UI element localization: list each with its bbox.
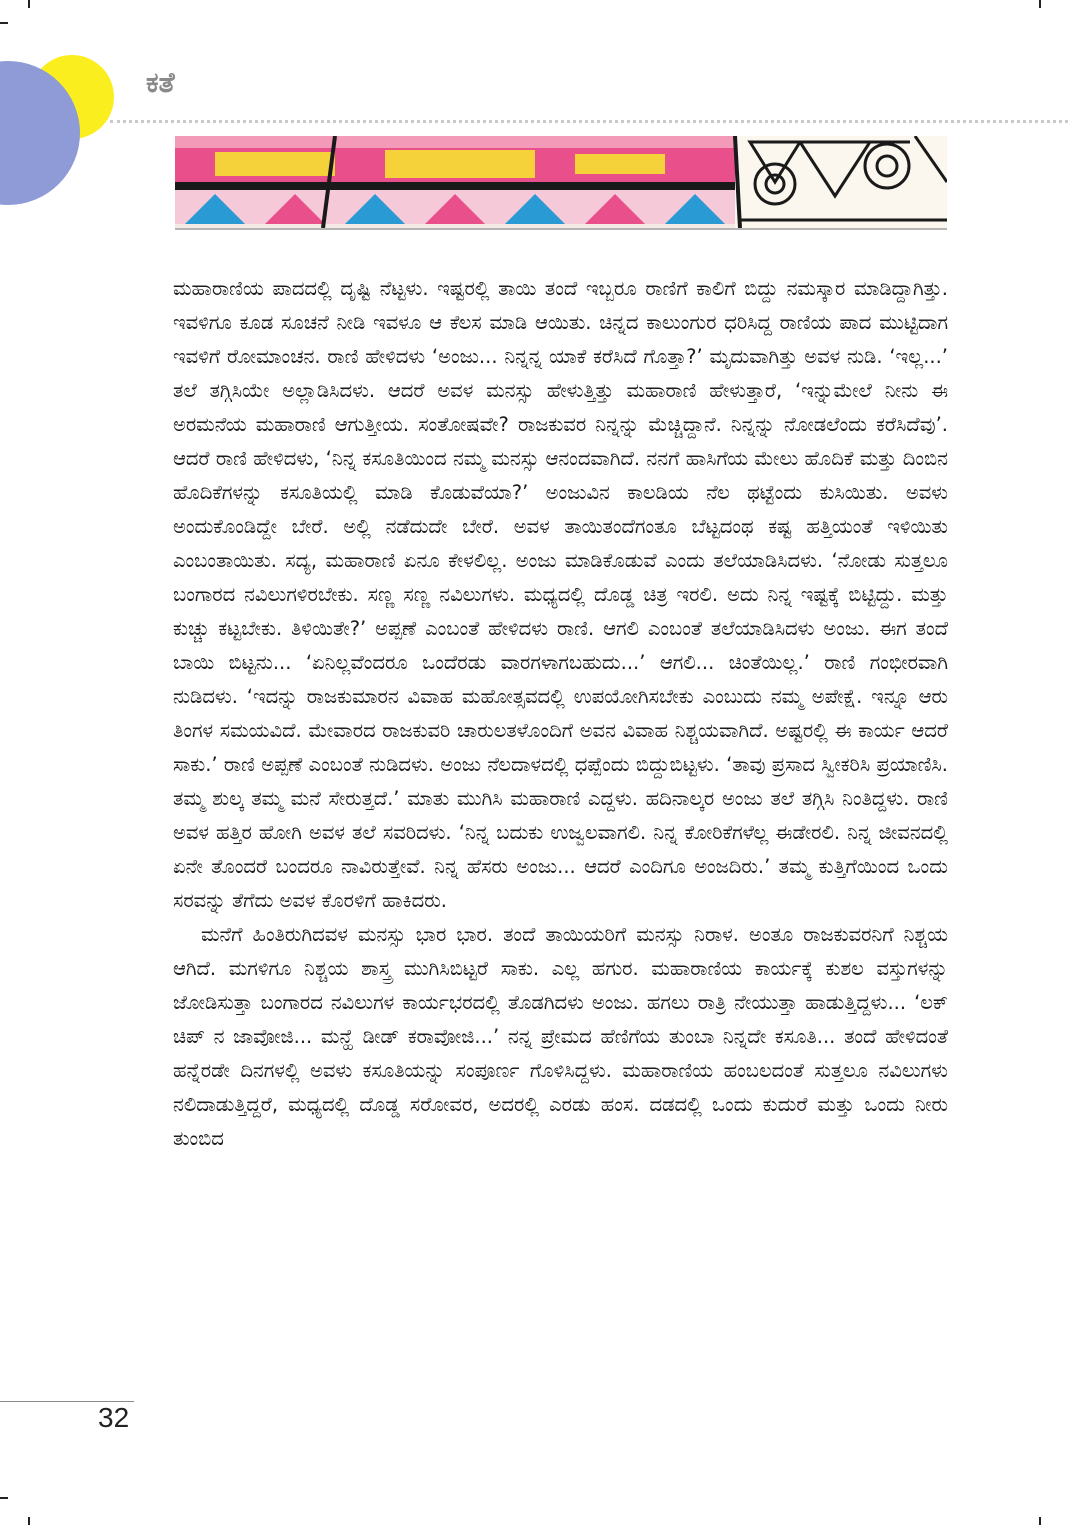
- section-label: ಕತೆ: [146, 66, 175, 99]
- crop-mark: [0, 1497, 8, 1499]
- dotted-divider: [110, 120, 1068, 123]
- page-number: 32: [98, 1402, 130, 1433]
- story-paragraph: ಮನೆಗೆ ಹಿಂತಿರುಗಿದವಳ ಮನಸ್ಸು ಭಾರ ಭಾರ. ತಂದೆ ತಾಯಿಯರಿಗೆ ಮನಸ್ಸು ನಿರಾಳ. ಅಂತೂ ರಾಜಕುವರನಿಗೆ ನಿಶ್ಚಯ ಆಗಿದೆ. ಮಗಳಿಗೂ ನಿಶ್ಚಯ ಶಾಸ್ತ್ರ ಮುಗಿಸಿಬಿಟ್ಟರೆ ಸಾಕು. ಎಲ್ಲ ಹಗುರ. ಮಹಾರಾಣಿಯ ಕಾರ್ಯಕ್ಕೆ ಕುಶಲ ವಸ್ತುಗಳನ್ನು ಜೋಡಿಸುತ್ತಾ ಬಂಗಾರದ ನವಿಲುಗಳ ಕಾರ್ಯಭರದಲ್ಲಿ ತೊಡಗಿದಳು ಅಂಜು. ಹಗಲು ರಾತ್ರಿ ನೇಯುತ್ತಾ ಹಾಡುತ್ತಿದ್ದಳು... ‘ಲಕ್ ಚಿಪ್ ನ ಜಾವೋಜಿ... ಮನ್ಹೆ ಡೀಡ್ ಕರಾವೋಜಿ...’ ನನ್ನ ಪ್ರೇಮದ ಹೆಣಿಗೆಯ ತುಂಬಾ ನಿನ್ನದೇ ಕಸೂತಿ... ತಂದೆ ಹೇಳಿದಂತೆ ಹನ್ನೆರಡೇ ದಿನಗಳಲ್ಲಿ ಅವಳು ಕಸೂತಿಯನ್ನು ಸಂಪೂರ್ಣ ಗೊಳಿಸಿದ್ದಳು. ಮಹಾರಾಣಿಯ ಹಂಬಲದಂತೆ ಸುತ್ತಲೂ ನವಿಲುಗಳು ನಲಿದಾಡುತ್ತಿದ್ದರೆ, ಮಧ್ಯದಲ್ಲಿ ದೊಡ್ಡ ಸರೋವರ, ಅದರಲ್ಲಿ ಎರಡು ಹಂಸ. ದಡದಲ್ಲಿ ಒಂದು ಕುದುರೆ ಮತ್ತು ಒಂದು ನೀರು ತುಂಬಿದ: [173, 923, 948, 1150]
- story-paragraph: ಮಹಾರಾಣಿಯ ಪಾದದಲ್ಲಿ ದೃಷ್ಟಿ ನೆಟ್ಟಳು. ಇಷ್ಟರಲ್ಲಿ ತಾಯಿ ತಂದೆ ಇಬ್ಬರೂ ರಾಣಿಗೆ ಕಾಲಿಗೆ ಬಿದ್ದು ನಮಸ್ಕಾರ ಮಾಡಿದ್ದಾಗಿತ್ತು. ಇವಳಿಗೂ ಕೂಡ ಸೂಚನೆ ನೀಡಿ ಇವಳೂ ಆ ಕೆಲಸ ಮಾಡಿ ಆಯಿತು. ಚಿನ್ನದ ಕಾಲುಂಗುರ ಧರಿಸಿದ್ದ ರಾಣಿಯ ಪಾದ ಮುಟ್ಟಿದಾಗ ಇವಳಿಗೆ ರೋಮಾಂಚನ. ರಾಣಿ ಹೇಳಿದಳು ‘ಅಂಜು... ನಿನ್ನನ್ನ ಯಾಕೆ ಕರೆಸಿದೆ ಗೊತ್ತಾ?’ ಮೃದುವಾಗಿತ್ತು ಅವಳ ನುಡಿ. ‘ಇಲ್ಲ...’ ತಲೆ ತಗ್ಗಿಸಿಯೇ ಅಲ್ಲಾಡಿಸಿದಳು. ಆದರೆ ಅವಳ ಮನಸ್ಸು ಹೇಳುತ್ತಿತ್ತು ಮಹಾರಾಣಿ ಹೇಳುತ್ತಾರೆ, ‘ಇನ್ನುಮೇಲೆ ನೀನು ಈ ಅರಮನೆಯ ಮಹಾರಾಣಿ ಆಗುತ್ತೀಯ. ಸಂತೋಷವೇ? ರಾಜಕುವರ ನಿನ್ನನ್ನು ಮೆಚ್ಚಿದ್ದಾನೆ. ನಿನ್ನನ್ನು ನೋಡಲೆಂದು ಕರೆಸಿದೆವು’. ಆದರೆ ರಾಣಿ ಹೇಳಿದಳು, ‘ನಿನ್ನ ಕಸೂತಿಯಿಂದ ನಮ್ಮ ಮನಸ್ಸು ಆನಂದವಾಗಿದೆ. ನನಗೆ ಹಾಸಿಗೆಯ ಮೇಲು ಹೊದಿಕೆ ಮತ್ತು ದಿಂಬಿನ ಹೊದಿಕೆಗಳನ್ನು ಕಸೂತಿಯಲ್ಲಿ ಮಾಡಿ ಕೊಡುವೆಯಾ?’ ಅಂಜುವಿನ ಕಾಲಡಿಯ ನೆಲ ಥಟ್ಟೆಂದು ಕುಸಿಯಿತು. ಅವಳು ಅಂದುಕೊಂಡಿದ್ದೇ ಬೇರೆ. ಅಲ್ಲಿ ನಡೆದುದೇ ಬೇರೆ. ಅವಳ ತಾಯಿತಂದೆಗಂತೂ ಬೆಟ್ಟದಂಥ ಕಷ್ಟ ಹತ್ತಿಯಂತೆ ಇಳಿಯಿತು ಎಂಬಂತಾಯಿತು. ಸದ್ಯ, ಮಹಾರಾಣಿ ಏನೂ ಕೇಳಲಿಲ್ಲ. ಅಂಜು ಮಾಡಿಕೊಡುವೆ ಎಂದು ತಲೆಯಾಡಿಸಿದಳು. ‘ನೋಡು ಸುತ್ತಲೂ ಬಂಗಾರದ ನವಿಲುಗಳಿರಬೇಕು. ಸಣ್ಣ ಸಣ್ಣ ನವಿಲುಗಳು. ಮಧ್ಯದಲ್ಲಿ ದೊಡ್ಡ ಚಿತ್ರ ಇರಲಿ. ಅದು ನಿನ್ನ ಇಷ್ಟಕ್ಕೆ ಬಿಟ್ಟಿದ್ದು. ಮತ್ತು ಕುಚ್ಚು ಕಟ್ಟಬೇಕು. ತಿಳಿಯಿತೇ?’ ಅಪ್ಪಣೆ ಎಂಬಂತೆ ಹೇಳಿದಳು ರಾಣಿ. ಆಗಲಿ ಎಂಬಂತೆ ತಲೆಯಾಡಿಸಿದಳು ಅಂಜು. ಈಗ ತಂದೆ ಬಾಯಿ ಬಿಟ್ಟನು... ‘ಏನಿಲ್ಲವೆಂದರೂ ಒಂದೆರಡು ವಾರಗಳಾಗಬಹುದು...’ ಆಗಲಿ... ಚಿಂತೆಯಿಲ್ಲ.’ ರಾಣಿ ಗಂಭೀರವಾಗಿ ನುಡಿದಳು. ‘ಇದನ್ನು ರಾಜಕುಮಾರನ ವಿವಾಹ ಮಹೋತ್ಸವದಲ್ಲಿ ಉಪಯೋಗಿಸಬೇಕು ಎಂಬುದು ನಮ್ಮ ಅಪೇಕ್ಷೆ. ಇನ್ನೂ ಆರು ತಿಂಗಳ ಸಮಯವಿದೆ. ಮೇವಾರದ ರಾಜಕುವರಿ ಚಾರುಲತಳೊಂದಿಗೆ ಅವನ ವಿವಾಹ ನಿಶ್ಚಯವಾಗಿದೆ. ಅಷ್ಟರಲ್ಲಿ ಈ ಕಾರ್ಯ ಆದರೆ ಸಾಕು.’ ರಾಣಿ ಅಪ್ಪಣೆ ಎಂಬಂತೆ ನುಡಿದಳು. ಅಂಜು ನೆಲದಾಳದಲ್ಲಿ ಧಪ್ಪೆಂದು ಬಿದ್ದುಬಿಟ್ಟಳು. ‘ತಾವು ಪ್ರಸಾದ ಸ್ವೀಕರಿಸಿ ಪ್ರಯಾಣಿಸಿ. ತಮ್ಮ ಶುಲ್ಕ ತಮ್ಮ ಮನೆ ಸೇರುತ್ತದೆ.’ ಮಾತು ಮುಗಿಸಿ ಮಹಾರಾಣಿ ಎದ್ದಳು. ಹದಿನಾಲ್ಕರ ಅಂಜು ತಲೆ ತಗ್ಗಿಸಿ ನಿಂತಿದ್ದಳು. ರಾಣಿ ಅವಳ ಹತ್ತಿರ ಹೋಗಿ ಅವಳ ತಲೆ ಸವರಿದಳು. ‘ನಿನ್ನ ಬದುಕು ಉಜ್ವಲವಾಗಲಿ. ನಿನ್ನ ಕೋರಿಕೆಗಳೆಲ್ಲ ಈಡೇರಲಿ. ನಿನ್ನ ಜೀವನದಲ್ಲಿ ಏನೇ ತೊಂದರೆ ಬಂದರೂ ನಾವಿರುತ್ತೇವೆ. ನಿನ್ನ ಹೆಸರು ಅಂಜು... ಆದರೆ ಎಂದಿಗೂ ಅಂಜದಿರು.’ ತಮ್ಮ ಕುತ್ತಿಗೆಯಿಂದ ಒಂದು ಸರವನ್ನು ತೆಗೆದು ಅವಳ ಕೊರಳಿಗೆ ಹಾಕಿದರು.: [173, 277, 948, 912]
- crop-mark: [1039, 0, 1041, 8]
- crop-mark: [0, 22, 8, 24]
- crop-mark: [28, 1517, 30, 1525]
- story-text: [173, 272, 948, 1156]
- embroidery-pattern-illustration: [175, 136, 947, 230]
- section-decoration-circles: [0, 55, 115, 205]
- crop-mark: [28, 0, 30, 8]
- crop-mark: [1039, 1517, 1041, 1525]
